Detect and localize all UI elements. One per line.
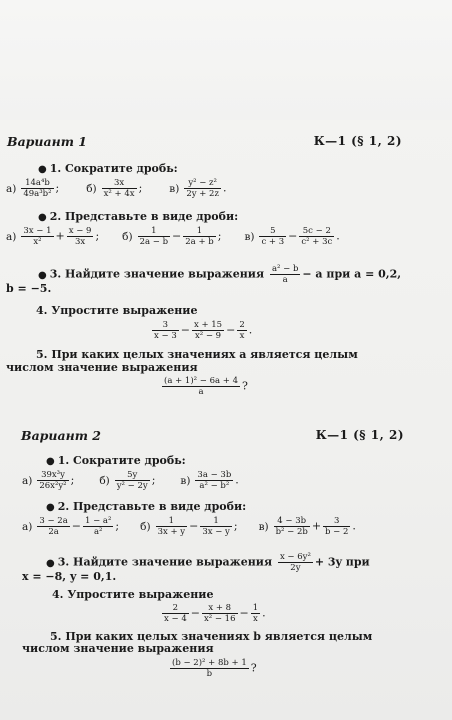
v2-task2-items: а) $\frac{3 - 2a}{2a}$ − $\frac{\text{1 − a²}}{\text{a²}}$ ; б) $\frac{1}{3x + y}$ − $\frac{1}{3x - y}$ ; в) $\frac{4 - 3b}{\text{b² − 2b}}$ + $\frac{3}{b - 2}$ . [22, 516, 356, 537]
v2-task5-expression: $\frac{\text{(b − 2)² + 8b + 1}}{b}$ ? [172, 658, 257, 679]
v1-task4-expression: $\frac{3}{x - 3}$ − $\frac{x + 15}{\text{x² − 9}}$ − $\frac{2}{x}$ . [154, 320, 253, 341]
v1-task2-heading [38, 210, 238, 223]
variant-1-header [0, 134, 452, 154]
v1-t2-b-label: б) [122, 230, 133, 243]
v1-task2-items: а) $\frac{3x - 1}{\text{x²}}$ + $\frac{x - 9}{3x}$ ; б) $\frac{1}{2a - b}$ − $\frac{1}{2a + b}$ ; в) $\frac{5}{c + 3}$ − $\frac{5c - 2}{\text{c² + 3c}}$ . [6, 226, 340, 247]
v2-task3-line2: x = −8, y = 0,1. [22, 570, 117, 583]
bullet-icon: ● [38, 164, 47, 175]
v2-task4-expression: $\frac{2}{x - 4}$ − $\frac{x + 8}{\text{x² − 16}}$ − $\frac{1}{x}$ . [164, 603, 266, 624]
v1-task1-heading [38, 162, 178, 175]
v2-t3-fraction: $\frac{\text{x − 6y²}}{2y}$ [279, 552, 311, 573]
v2-task4-heading: 4. Упростите выражение [52, 588, 214, 601]
v1-t1-b-label: б) [86, 182, 97, 195]
v2-task3-text: 3. Найдите значение выражения [57, 555, 273, 569]
v1-task2-text: 2. Представьте в виде дроби: [49, 210, 239, 223]
bullet-icon: ● [46, 557, 55, 569]
v1-task3-text: 3. Найдите значение выражения [49, 267, 265, 281]
bullet-icon: ● [46, 502, 55, 513]
v1-t1-b-fraction: $\frac{3x}{\text{x² + 4x}}$ [103, 178, 135, 199]
v1-t2-b-frac2: $\frac{1}{2a + b}$ [185, 226, 214, 247]
v1-t2-c-frac1: $\frac{5}{c + 3}$ [261, 226, 285, 247]
v2-task1-items: а) $\frac{\text{39x³y}}{\text{26x²y²}}$ ; б) $\frac{5y}{\text{y² − 2y}}$ ; в) $\frac{3a - 3b}{\text{a² − b²}}$ . [22, 470, 239, 491]
v1-t2-a-frac2: $\frac{x - 9}{3x}$ [68, 226, 92, 247]
v2-task2-heading [46, 500, 246, 513]
variant-1-code: К—1 (§ 1, 2) [313, 134, 402, 148]
v1-task4-heading: 4. Упростите выражение [36, 304, 198, 317]
v2-task5-line2: числом значение выражения [22, 642, 214, 655]
bullet-icon: ● [38, 269, 47, 281]
v1-t2-c-label: в) [244, 230, 255, 243]
variant-1-title: Вариант 1 [7, 134, 87, 149]
v1-task3-line1 [38, 264, 401, 285]
v2-task1-heading [46, 454, 186, 467]
v2-t3-tail: + 3y при [314, 555, 370, 569]
bullet-icon: ● [46, 456, 55, 467]
v1-task3-line2: b = −5. [6, 282, 52, 295]
v1-t2-c-frac2: $\frac{5c - 2}{\text{c² + 3c}}$ [301, 226, 333, 247]
v1-task5-line2: числом значение выражения [6, 361, 198, 374]
v2-t1-c-fraction: $\frac{3a - 3b}{\text{a² − b²}}$ [197, 470, 232, 491]
v1-task1-items: а) $\frac{\text{14a⁴b}}{\text{49a³b²}}$ ; б) $\frac{3x}{\text{x² + 4x}}$ ; в) $\frac{\text{y² − z²}}{2y + 2z}$ . [6, 178, 227, 199]
v1-t2-b-frac1: $\frac{1}{2a - b}$ [139, 226, 169, 247]
v1-t1-a-fraction: $\frac{\text{14a⁴b}}{\text{49a³b²}}$ [23, 178, 52, 199]
v2-task1-text: 1. Сократите дробь: [57, 454, 186, 467]
v1-task5-expression: $\frac{\text{(a + 1)² − 6a + 4}}{a}$ ? [164, 376, 248, 397]
variant-1-section [0, 134, 452, 397]
v1-task5-line1: 5. При каких целых значениях a является целым [36, 348, 358, 361]
variant-2-section [0, 428, 452, 679]
v1-t3-fraction: $\frac{\text{a² − b}}{a}$ [271, 264, 299, 285]
variant-2-code: К—1 (§ 1, 2) [315, 428, 404, 442]
bullet-icon: ● [38, 212, 47, 223]
variant-2-header [0, 428, 452, 448]
v1-t2-a-frac1: $\frac{3x - 1}{\text{x²}}$ [23, 226, 52, 247]
v1-t1-a-label: а) [6, 182, 17, 195]
v1-task1-text: 1. Сократите дробь: [49, 162, 178, 175]
v2-t1-a-fraction: $\frac{\text{39x³y}}{\text{26x²y²}}$ [39, 470, 67, 491]
v1-t1-c-label: в) [169, 182, 180, 195]
blank-top-area [0, 0, 452, 120]
v1-t2-a-label: а) [6, 230, 17, 243]
v1-t1-c-fraction: $\frac{\text{y² − z²}}{2y + 2z}$ [186, 178, 219, 199]
v2-t1-b-fraction: $\frac{5y}{\text{y² − 2y}}$ [116, 470, 148, 491]
v2-task5-line1: 5. При каких целых значениях b является целым [50, 630, 373, 643]
v2-task2-text: 2. Представьте в виде дроби: [57, 500, 247, 513]
v1-t3-tail: − a при a = 0,2, [302, 267, 402, 281]
variant-2-title: Вариант 2 [21, 428, 101, 443]
